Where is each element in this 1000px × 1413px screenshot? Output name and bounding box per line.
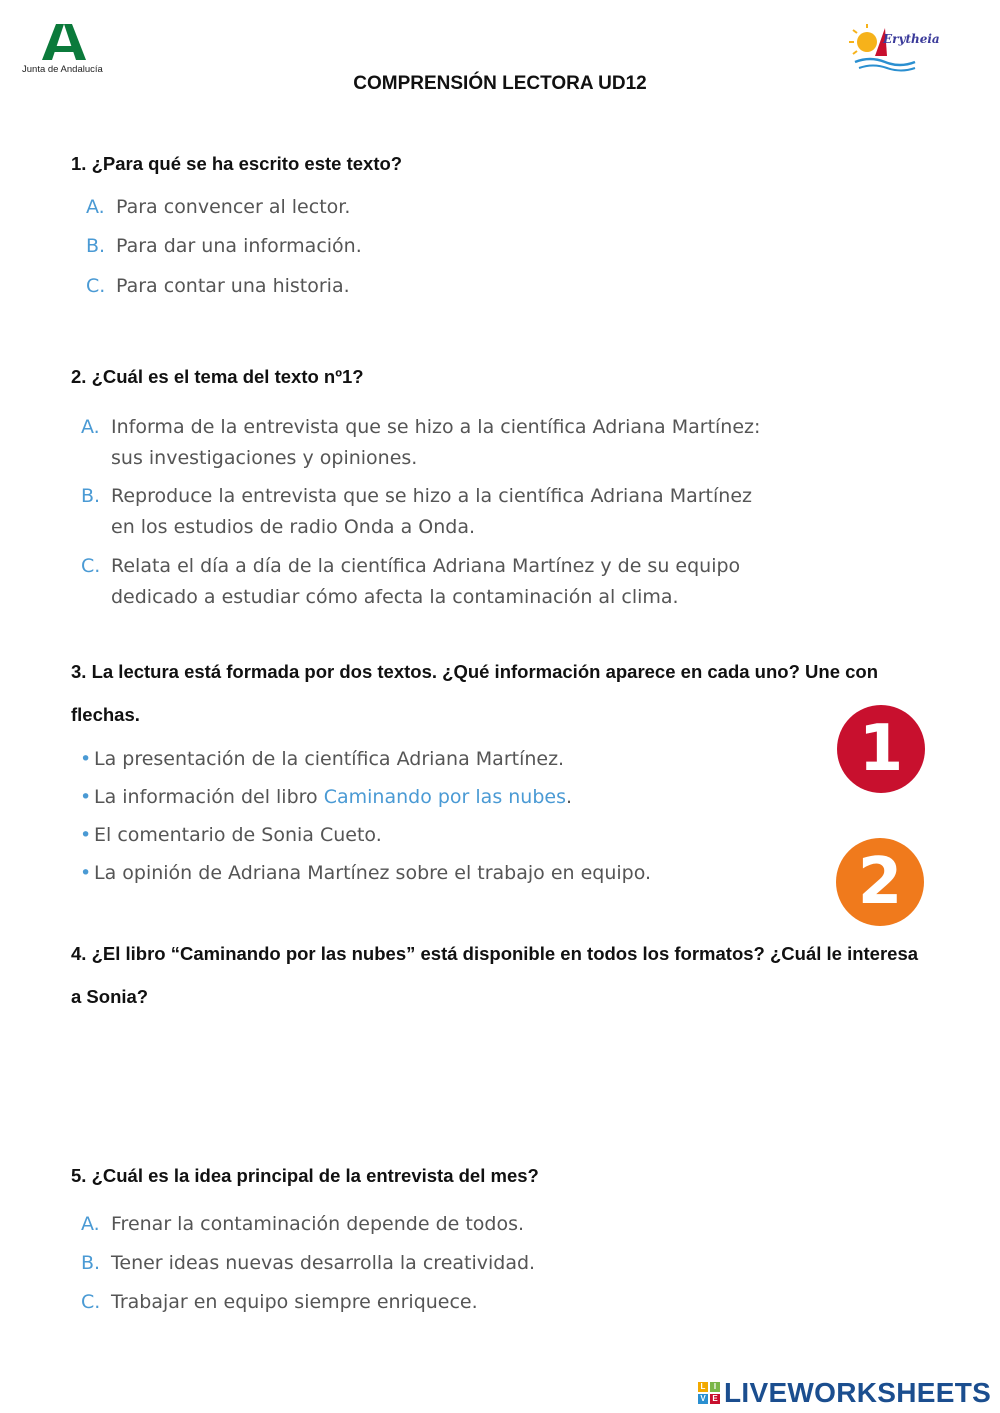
option-a[interactable]: A. Informa de la entrevista que se hizo a la científica Adriana Martínez: sus investigaciones y opiniones. [81,416,761,469]
question-5: 5. ¿Cuál es la idea principal de la entrevista del mes? [71,1165,539,1186]
liveworksheets-grid-icon: L I V E [698,1382,720,1404]
option-c[interactable]: C. Relata el día a día de la científica Adriana Martínez y de su equipo dedicado a estudiar cómo afecta la contaminación al clima. [81,555,741,608]
question-1: 1. ¿Para qué se ha escrito este texto? [71,153,403,174]
text-2-badge[interactable]: 2 [836,838,924,926]
question-4: 4. ¿El libro “Caminando por las nubes” está disponible en todos los formatos? ¿Cuál le interesa a Sonia? [71,943,919,1007]
question-2: 2. ¿Cuál es el tema del texto nº1? [71,366,364,387]
option-b[interactable]: B. Para dar una información. [86,235,362,257]
junta-andalucia-emblem-icon [42,24,86,62]
logo-wordmark: Erytheia [883,32,940,46]
logo-caption: Junta de Andalucía [22,64,103,75]
liveworksheets-wordmark: LIVEWORKSHEETS [724,1377,992,1408]
bullet-item[interactable]: • El comentario de Sonia Cueto. [80,824,382,846]
bullet-item[interactable]: • La opinión de Adriana Martínez sobre el trabajo en equipo. [80,862,652,884]
option-a[interactable]: A. Frenar la contaminación depende de todos. [81,1213,525,1235]
option-a[interactable]: A. Para convencer al lector. [86,196,351,218]
sun-sail-icon [845,18,945,78]
bullet-item[interactable]: • La información del libro Caminando por las nubes. [80,786,573,808]
erytheia-logo [845,18,945,78]
bullet-item[interactable]: • La presentación de la científica Adriana Martínez. [80,748,565,770]
book-title-highlight: Caminando por las nubes [323,786,566,808]
option-b[interactable]: B. Reproduce la entrevista que se hizo a la científica Adriana Martínez en los estudios de radio Onda a Onda. [81,485,752,538]
liveworksheets-logo[interactable] [698,1376,991,1410]
text-1-badge[interactable]: 1 [837,705,925,793]
question-3: 3. La lectura está formada por dos textos. ¿Qué información aparece en cada uno? Une con flechas. [71,661,879,725]
option-c[interactable]: C. Trabajar en equipo siempre enriquece. [81,1291,478,1313]
option-b[interactable]: B. Tener ideas nuevas desarrolla la creatividad. [81,1252,536,1274]
page-title: COMPRENSIÓN LECTORA UD12 [353,73,647,94]
option-c[interactable]: C. Para contar una historia. [86,275,350,297]
